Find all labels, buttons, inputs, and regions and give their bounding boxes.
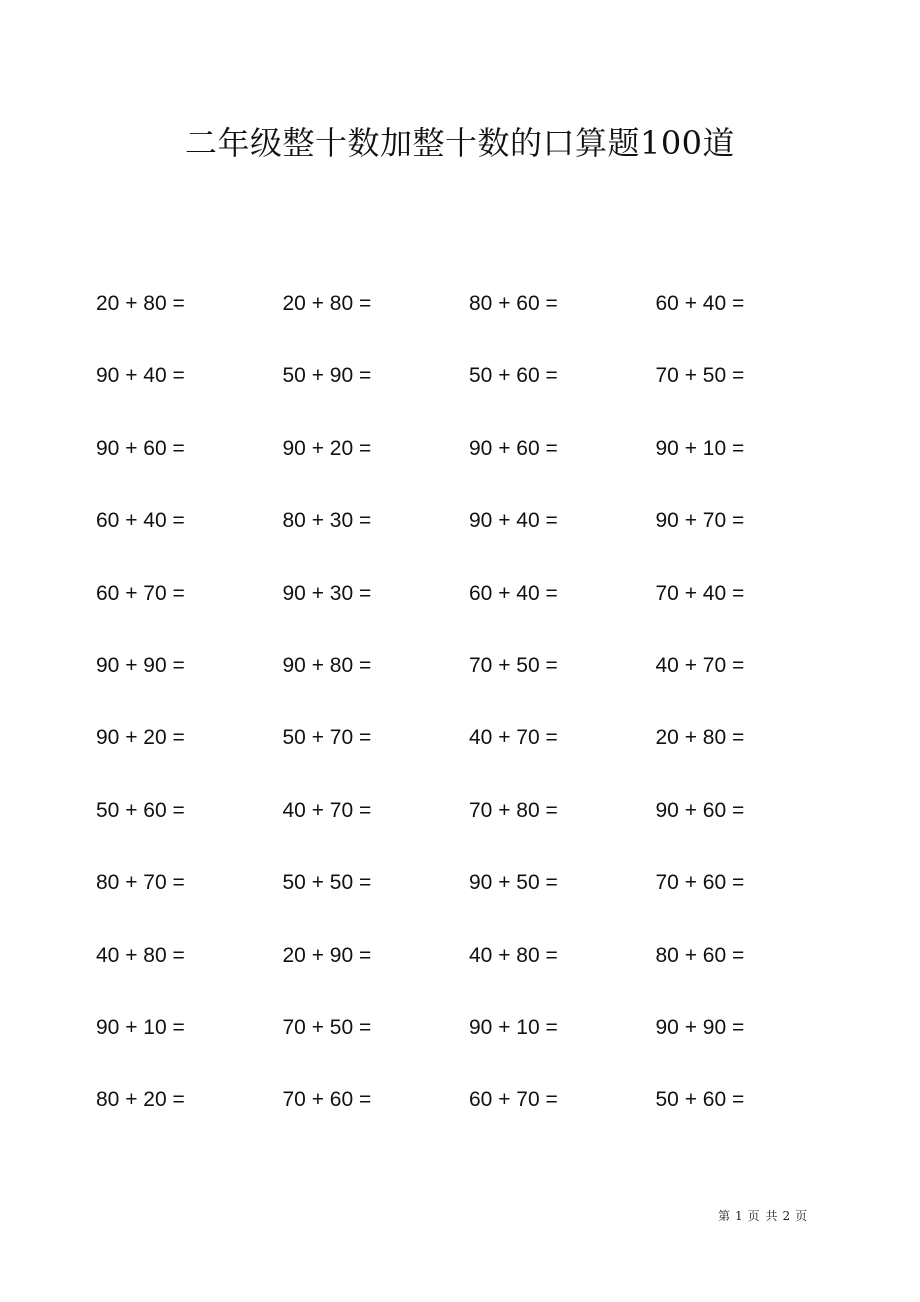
problem-grid [96, 286, 856, 1155]
problem-item: 20 + 80 = [655, 726, 745, 750]
problem-item: 50 + 60 = [96, 798, 185, 822]
problem-item: 70 + 40 = [655, 581, 745, 605]
problem-item: 40 + 70 = [469, 726, 558, 750]
problem-item: 70 + 50 = [655, 364, 745, 388]
problem-item: 50 + 60 = [469, 364, 558, 388]
problem-item: 90 + 90 = [655, 1015, 745, 1039]
problem-item: 90 + 60 = [469, 436, 558, 460]
problem-row [96, 576, 856, 648]
problem-row [96, 503, 856, 575]
problem-item: 70 + 50 = [282, 1015, 372, 1039]
footer-total-pages: 2 [782, 1209, 791, 1223]
problem-item: 70 + 80 = [469, 798, 558, 822]
problem-row [96, 1082, 856, 1154]
footer-suffix: 页 [795, 1209, 808, 1223]
problem-item: 90 + 60 = [655, 798, 745, 822]
problem-item: 70 + 60 = [282, 1088, 372, 1112]
problem-item: 50 + 90 = [282, 364, 372, 388]
footer-current-page: 1 [735, 1209, 743, 1223]
problem-item: 90 + 10 = [469, 1015, 558, 1039]
problem-item: 40 + 80 = [469, 943, 558, 967]
problem-item: 50 + 50 = [282, 871, 372, 895]
problem-item: 70 + 50 = [469, 653, 558, 677]
problem-item: 40 + 70 = [282, 798, 372, 822]
problem-item: 20 + 90 = [282, 943, 372, 967]
page-footer [718, 1207, 812, 1224]
problem-item: 80 + 60 = [655, 943, 745, 967]
problem-item: 90 + 40 = [469, 509, 558, 533]
problem-item: 90 + 20 = [282, 436, 372, 460]
problem-item: 60 + 70 = [469, 1088, 558, 1112]
problem-item: 70 + 60 = [655, 871, 745, 895]
footer-prefix: 第 [718, 1209, 731, 1223]
problem-item: 80 + 60 = [469, 292, 558, 315]
problem-item: 20 + 80 = [282, 292, 372, 315]
problem-item: 60 + 40 = [96, 509, 185, 533]
problem-item: 90 + 70 = [655, 509, 745, 533]
problem-row [96, 431, 856, 503]
problem-item: 60 + 70 = [96, 581, 185, 605]
problem-item: 60 + 40 = [469, 581, 558, 605]
problem-item: 50 + 70 = [282, 726, 372, 750]
problem-item: 80 + 70 = [96, 871, 185, 895]
problem-row [96, 938, 856, 1010]
problem-item: 90 + 30 = [282, 581, 372, 605]
problem-row [96, 358, 856, 430]
problem-item: 90 + 40 = [96, 364, 185, 388]
page-title: 二年级整十数加整十数的口算题100道 [184, 124, 736, 162]
problem-item: 90 + 10 = [655, 436, 745, 460]
footer-middle: 页 共 [747, 1209, 778, 1223]
problem-item: 90 + 50 = [469, 871, 558, 895]
problem-item: 40 + 80 = [96, 943, 185, 967]
problem-item: 90 + 60 = [96, 436, 185, 460]
problem-row [96, 793, 856, 865]
problem-row [96, 865, 856, 937]
problem-item: 20 + 80 = [96, 292, 185, 315]
problem-item: 60 + 40 = [655, 292, 745, 315]
problem-item: 80 + 30 = [282, 509, 372, 533]
problem-item: 50 + 60 = [655, 1088, 745, 1112]
problem-item: 90 + 90 = [96, 653, 185, 677]
problem-row [96, 286, 856, 358]
problem-row [96, 1010, 856, 1082]
problem-item: 90 + 80 = [282, 653, 372, 677]
problem-row [96, 720, 856, 792]
problem-item: 90 + 10 = [96, 1015, 185, 1039]
problem-item: 40 + 70 = [655, 653, 745, 677]
problem-item: 80 + 20 = [96, 1088, 185, 1112]
problem-row [96, 648, 856, 720]
problem-item: 90 + 20 = [96, 726, 185, 750]
